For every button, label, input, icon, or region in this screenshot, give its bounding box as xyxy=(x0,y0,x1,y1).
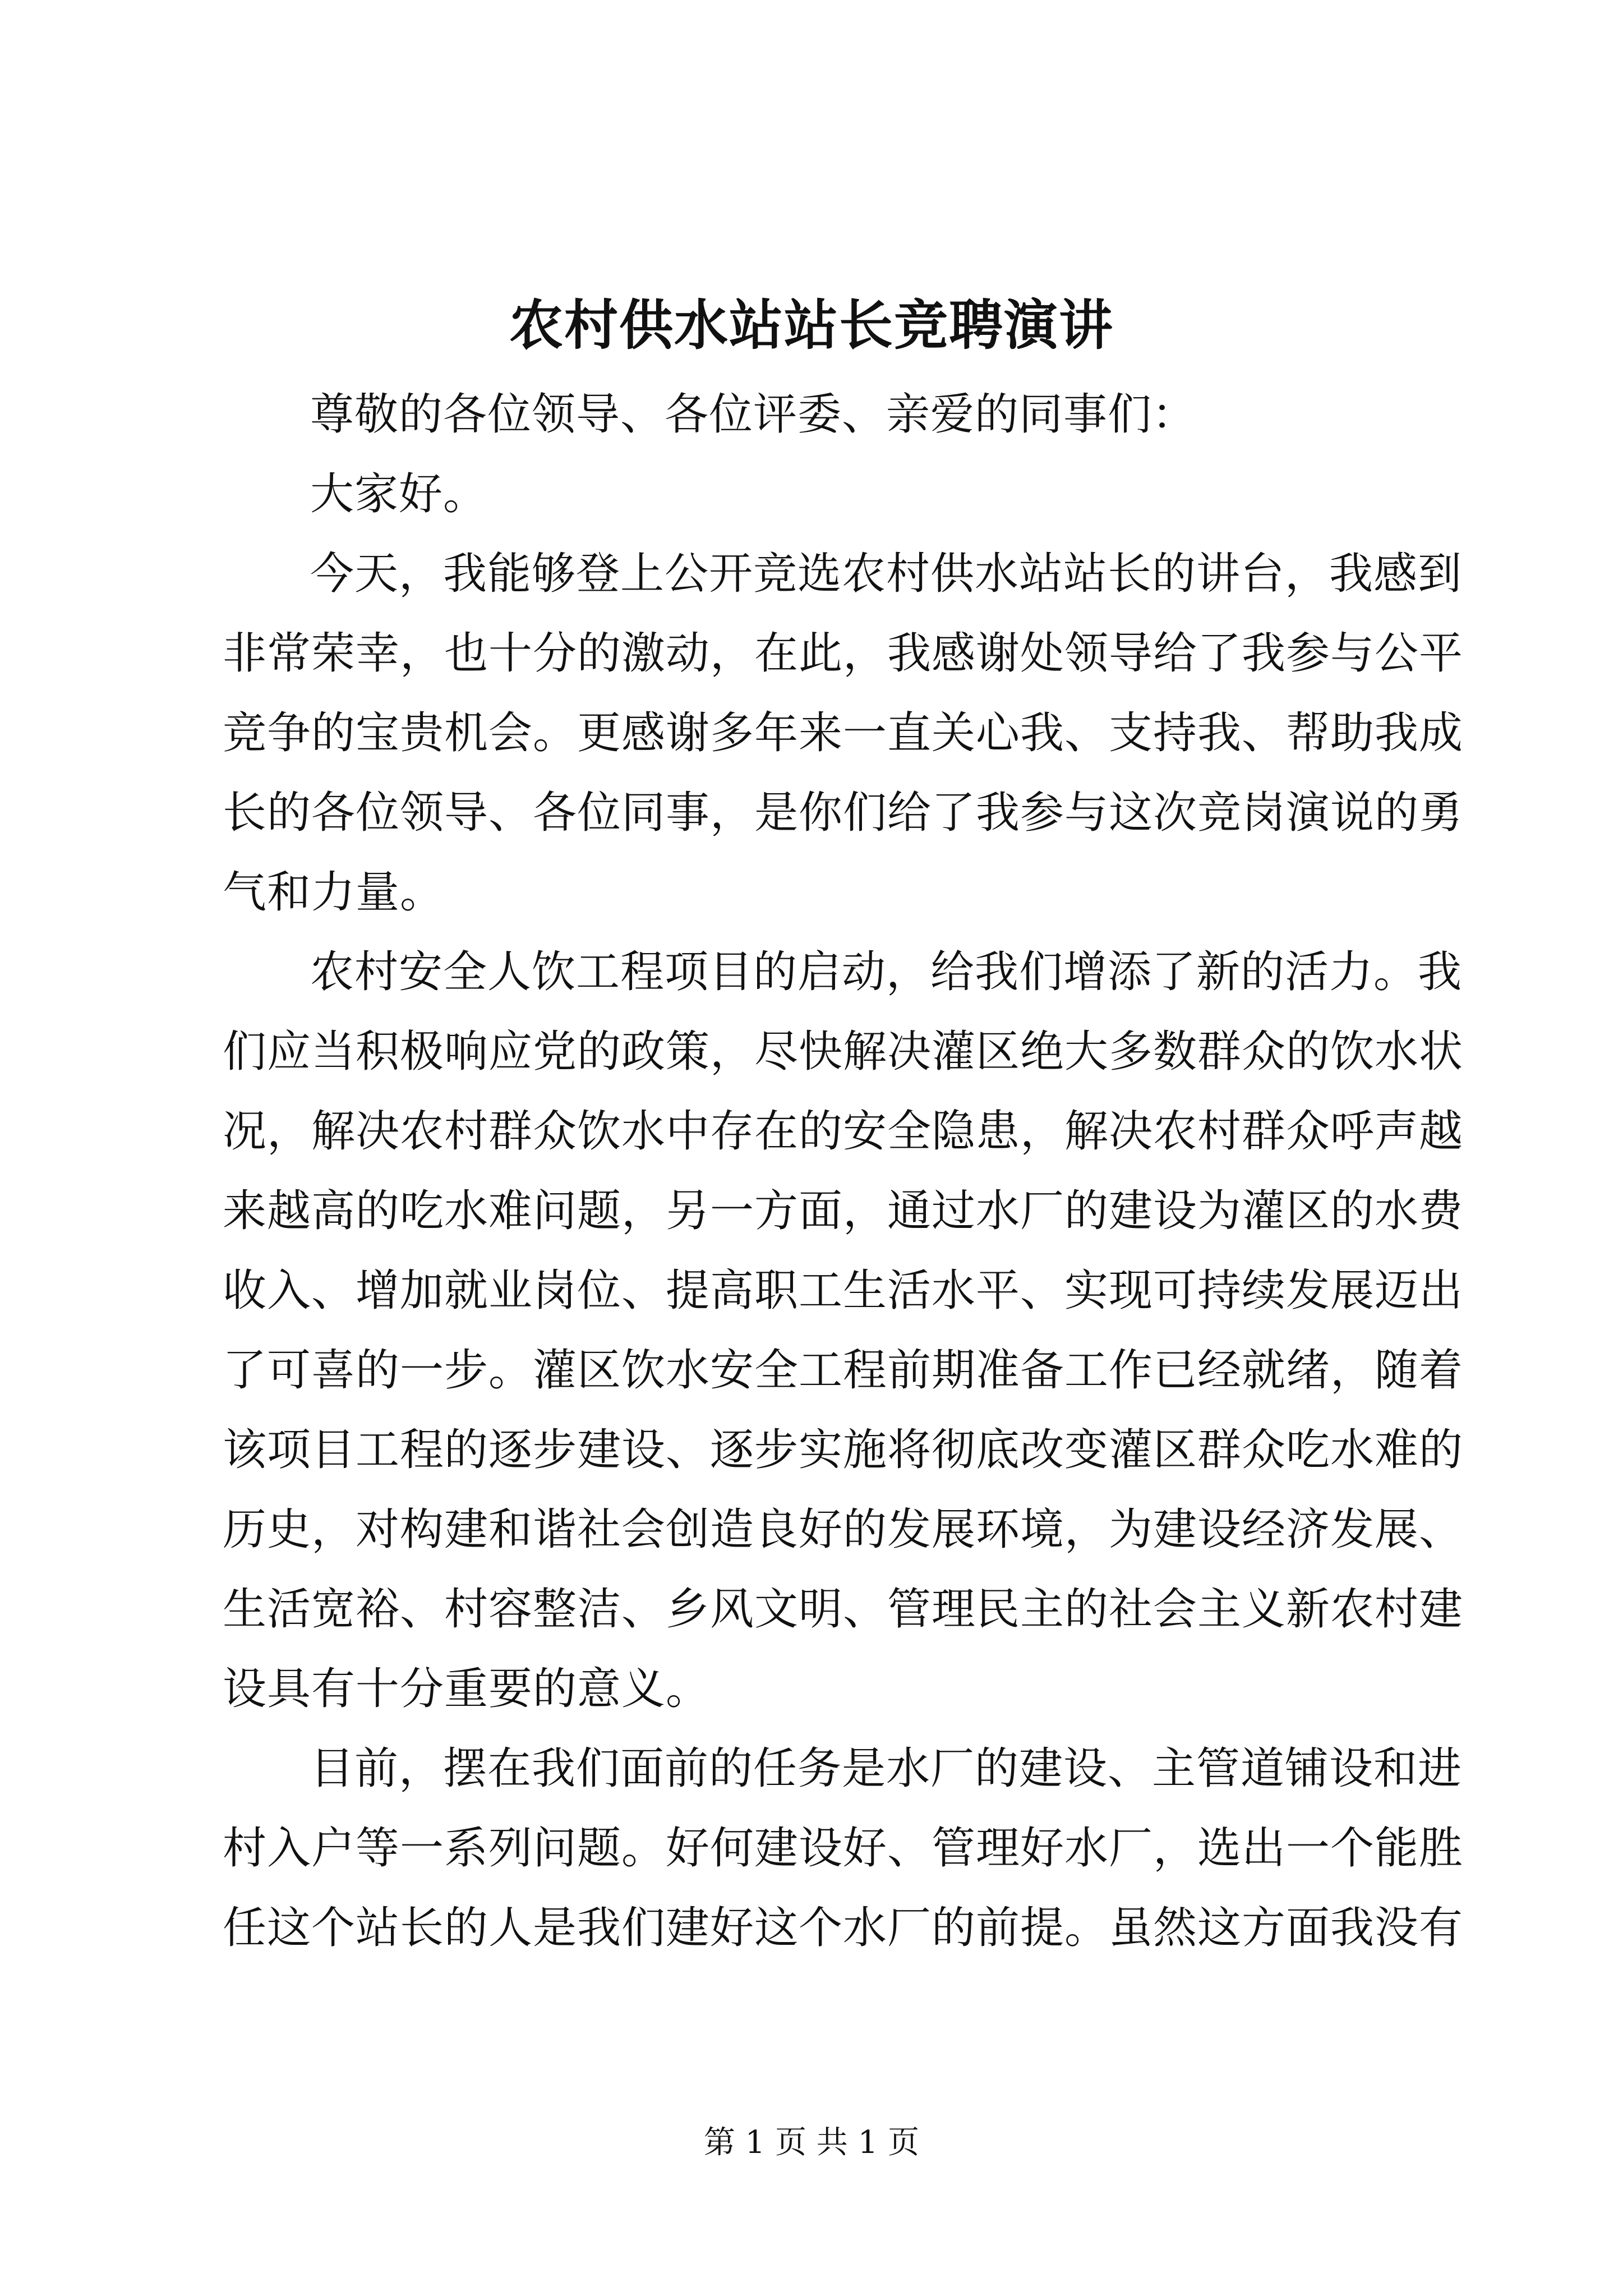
paragraph-2-line-5: 收入、增加就业岗位、提高职工生活水平、实现可持续发展迈出 xyxy=(223,1266,1464,1316)
paragraph-2-line-9: 生活宽裕、村容整洁、乡风文明、管理民主的社会主义新农村建 xyxy=(223,1584,1464,1635)
paragraph-3-line-2: 村入户等一系列问题。好何建设好、管理好水厂，选出一个能胜 xyxy=(223,1823,1464,1874)
paragraph-1-line-1: 今天，我能够登上公开竞选农村供水站站长的讲台，我感到 xyxy=(310,549,1463,599)
paragraph-1-line-3: 竞争的宝贵机会。更感谢多年来一直关心我、支持我、帮助我成 xyxy=(223,708,1464,758)
paragraph-3-line-1: 目前，摆在我们面前的任务是水厂的建设、主管道铺设和进 xyxy=(310,1743,1463,1794)
document-title: 农村供水站站长竞聘演讲 xyxy=(509,293,1114,357)
greeting-line: 大家好。 xyxy=(310,469,488,519)
paragraph-2-line-4: 来越高的吃水难问题，另一方面，通过水厂的建设为灌区的水费 xyxy=(223,1186,1464,1236)
paragraph-2-line-6: 了可喜的一步。灌区饮水安全工程前期准备工作已经就绪，随着 xyxy=(223,1345,1464,1396)
paragraph-2-line-8: 历史，对构建和谐社会创造良好的发展环境，为建设经济发展、 xyxy=(223,1504,1464,1555)
document-body xyxy=(223,375,1464,1968)
paragraph-2-line-3: 况，解决农村群众饮水中存在的安全隐患，解决农村群众呼声越 xyxy=(223,1106,1464,1157)
paragraph-1-line-5: 气和力量。 xyxy=(223,867,445,918)
paragraph-2-line-2: 们应当积极响应党的政策，尽快解决灌区绝大多数群众的饮水状 xyxy=(223,1027,1464,1077)
paragraph-2-line-1: 农村安全人饮工程项目的启动，给我们增添了新的活力。我 xyxy=(310,947,1463,997)
paragraph-1-line-4: 长的各位领导、各位同事，是你们给了我参与这次竞岗演说的勇 xyxy=(223,788,1464,838)
page-number-footer: 第 1 页 共 1 页 xyxy=(703,2124,920,2161)
paragraph-2-line-7: 该项目工程的逐步建设、逐步实施将彻底改变灌区群众吃水难的 xyxy=(223,1425,1464,1475)
paragraph-3-line-3: 任这个站长的人是我们建好这个水厂的前提。虽然这方面我没有 xyxy=(223,1903,1464,1953)
paragraph-1-line-2: 非常荣幸，也十分的激动，在此，我感谢处领导给了我参与公平 xyxy=(223,628,1464,679)
paragraph-2-line-10: 设具有十分重要的意义。 xyxy=(223,1664,711,1714)
salutation-line: 尊敬的各位领导、各位评委、亲爱的同事们： xyxy=(310,389,1197,440)
